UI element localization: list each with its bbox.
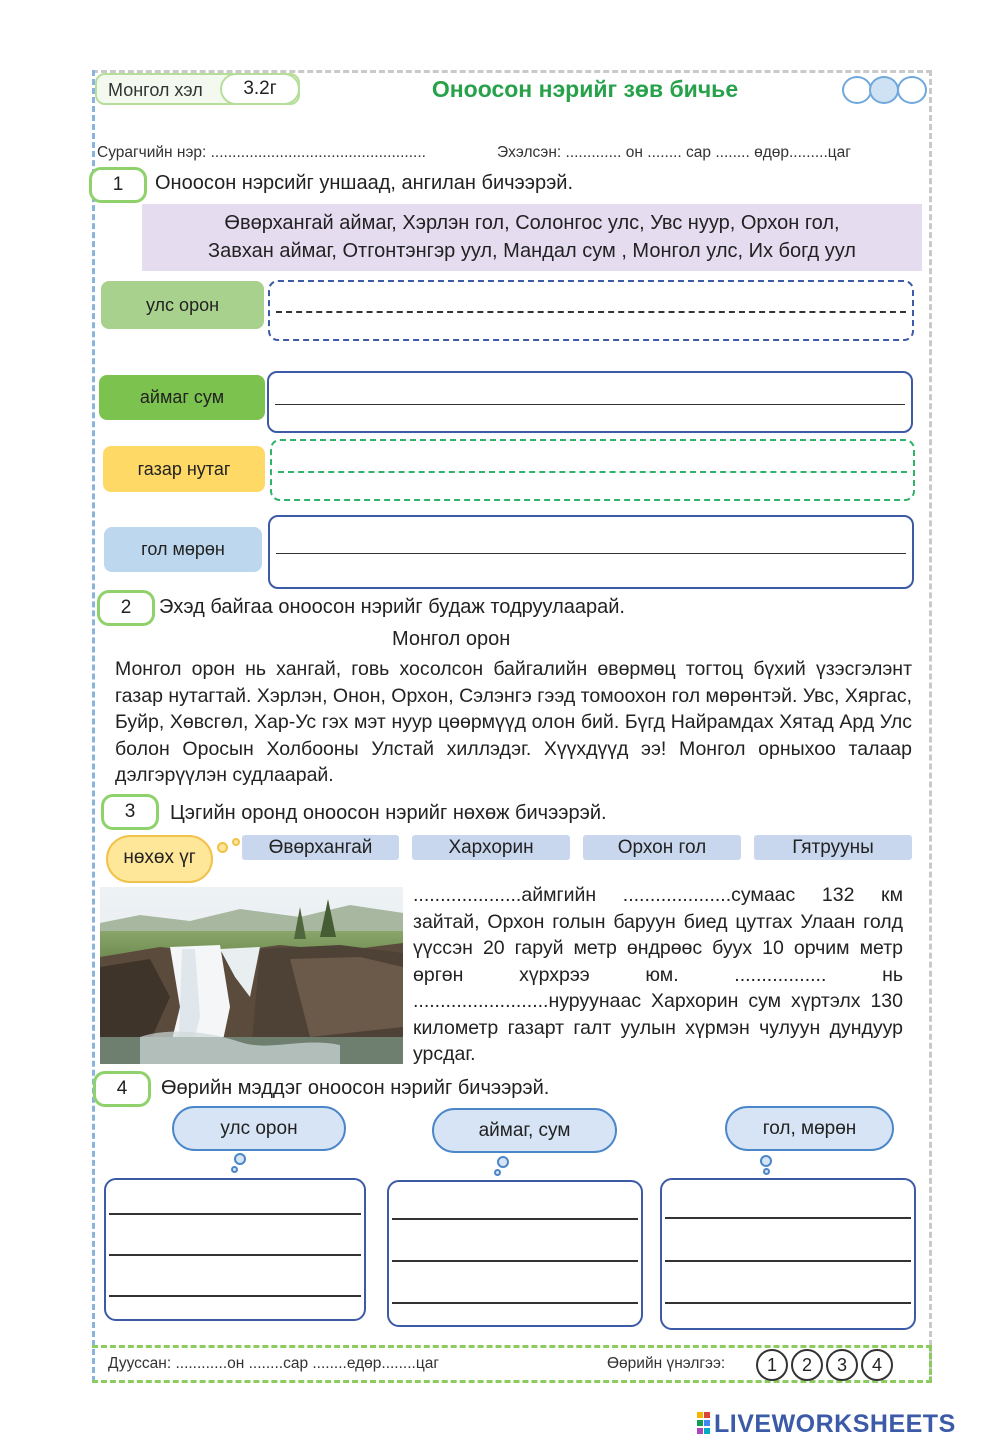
bubble-dot-icon xyxy=(231,1166,238,1173)
answer-box-country[interactable] xyxy=(268,280,914,341)
bubble-dot-icon xyxy=(763,1168,770,1175)
task-number-badge: 1 xyxy=(89,167,147,203)
reading-paragraph[interactable]: Монгол орон нь хангай, говь хосолсон байгалийн өвөрмөц тогтоц бүхий үзэсгэлэнт газар нутагтай. Хэрлэн, Онон, Орхон, Сэлэнгэ гээд томоохон гол мөрөнтэй. Увс, Хяргас, Буйр, Хөвсгөл, Хар-Ус гэх мэт нуур цөөрмүүд олон бий. Бүгд Найрамдах Хятад Ард Улс болон Оросын Холбооны Улстай хиллэдэг. Хүүхдүүд ээ! Монгол орныхоо талаар дэлгэрүүлэн судлаарай. xyxy=(115,658,912,786)
decor-circle-icon xyxy=(897,76,927,104)
thought-bubble-country: улс орон xyxy=(172,1106,346,1151)
category-label-country: улс орон xyxy=(101,281,264,329)
category-label-province: аймаг сум xyxy=(99,375,265,420)
rating-option-3[interactable]: 3 xyxy=(826,1349,858,1381)
decor-circle-icon xyxy=(842,76,872,104)
category-label-land: газар нутаг xyxy=(103,446,265,492)
word-chip[interactable]: Өвөрхангай xyxy=(242,835,399,860)
word-bank-line: Өвөрхангай аймаг, Хэрлэн гол, Солонгос улс, Увс нуур, Орхон гол, xyxy=(224,212,840,234)
answer-box-river[interactable] xyxy=(268,515,914,589)
bubble-dot-icon xyxy=(760,1155,772,1167)
grade-label: 3.2г xyxy=(220,73,300,105)
liveworksheets-logo: LIVEWORKSHEETS xyxy=(714,1410,956,1438)
waterfall-photo xyxy=(100,887,403,1064)
rating-option-2[interactable]: 2 xyxy=(791,1349,823,1381)
text-title: Монгол орон xyxy=(392,628,511,650)
self-evaluation-label: Өөрийн үнэлгээ: xyxy=(607,1355,726,1372)
start-date-field[interactable]: Эхэлсэн: ............. он ........ сар ........ өдөр.........цаг xyxy=(497,144,851,161)
cloud-dot-icon xyxy=(232,838,240,846)
worksheet-left-border xyxy=(92,70,95,1382)
task-number-badge: 2 xyxy=(97,590,155,626)
task-number-badge: 3 xyxy=(101,794,159,830)
bubble-dot-icon xyxy=(497,1156,509,1168)
word-bank-line: Завхан аймаг, Отгонтэнгэр уул, Мандал сум , Монгол улс, Их богд уул xyxy=(208,240,856,262)
page-title: Оноосон нэрийг зөв бичье xyxy=(431,76,739,102)
hint-label: нөхөх үг xyxy=(123,847,196,868)
fill-in-passage[interactable]: ....................аймгийн ....................сумаас 132 км зайтай, Орхон голын баруун биед цутгах Улаан голд үүссэн 20 гаруй метр өндрөөс буух 10 орчим метр өргөн хүрхрээ юм. ................. нь .........................нуруунаас Хархорин сум хүртэлх 130 километр газарт галт уулын хүрмэн чулуун дундуур урсдаг. xyxy=(413,884,903,1065)
write-box-river[interactable] xyxy=(660,1178,916,1330)
category-label-river: гол мөрөн xyxy=(104,527,262,572)
thought-bubble-river: гол, мөрөн xyxy=(725,1106,894,1151)
task2-instruction: Эхэд байгаа оноосон нэрийг будаж тодруулаарай. xyxy=(159,596,625,618)
word-chip[interactable]: Хархорин xyxy=(412,835,570,860)
rating-option-1[interactable]: 1 xyxy=(756,1349,788,1381)
bubble-dot-icon xyxy=(234,1153,246,1165)
task3-instruction: Цэгийн оронд оноосон нэрийг нөхөж бичээрэй. xyxy=(170,802,607,824)
task1-instruction: Оноосон нэрсийг уншаад, ангилан бичээрэй. xyxy=(155,172,574,194)
bubble-dot-icon xyxy=(494,1169,501,1176)
write-box-province[interactable] xyxy=(387,1180,643,1327)
thought-bubble-province: аймаг, сум xyxy=(432,1108,617,1153)
word-chip[interactable]: Гятрууны xyxy=(754,835,912,860)
decor-circle-icon xyxy=(869,76,899,104)
write-box-country[interactable] xyxy=(104,1178,366,1321)
cloud-dot-icon xyxy=(217,842,228,853)
subject-label: Монгол хэл xyxy=(108,80,203,100)
word-chip[interactable]: Орхон гол xyxy=(583,835,741,860)
rating-option-4[interactable]: 4 xyxy=(861,1349,893,1381)
answer-box-land[interactable] xyxy=(270,439,915,501)
finish-date-field[interactable]: Дууссан: ............он ........сар ........едөр........цаг xyxy=(108,1355,439,1372)
liveworksheets-logo-icon xyxy=(697,1412,711,1436)
answer-box-province[interactable] xyxy=(267,371,913,433)
task-number-badge: 4 xyxy=(93,1071,151,1107)
task4-instruction: Өөрийн мэддэг оноосон нэрийг бичээрэй. xyxy=(161,1077,550,1099)
student-name-field[interactable]: Сурагчийн нэр: .................................................. xyxy=(97,144,426,161)
